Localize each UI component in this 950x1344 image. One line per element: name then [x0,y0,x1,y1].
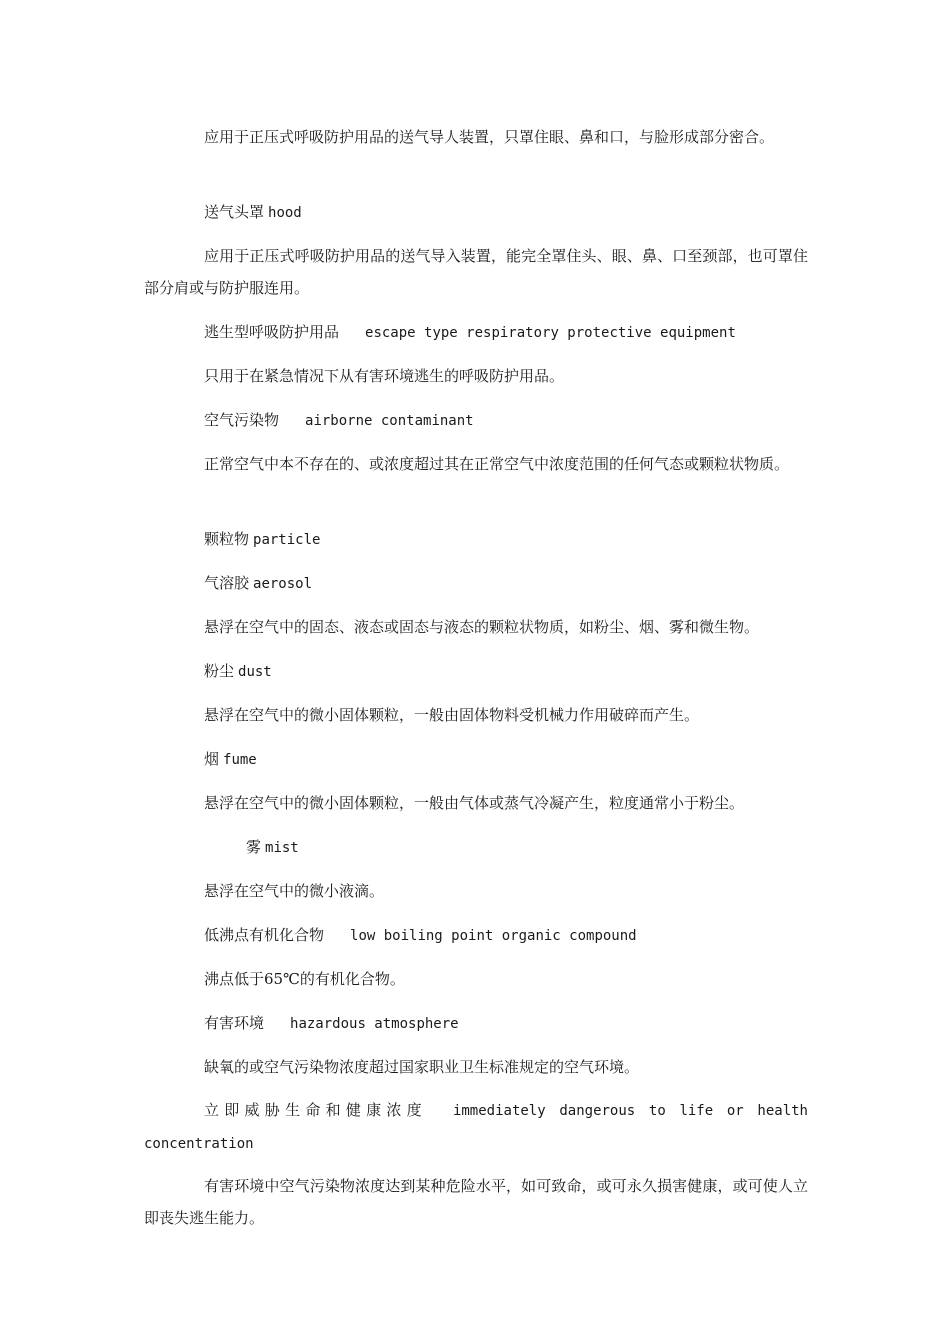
term-mist [144,831,808,864]
term-zh: 颗粒物 [204,530,250,548]
term-hood [144,196,808,229]
term-zh: 立即威胁生命和健康浓度 [204,1101,427,1119]
definition-text: 悬浮在空气中的微小固体颗粒，一般由气体或蒸气冷凝产生，粒度通常小于粉尘。 [204,794,745,812]
term-zh: 送气头罩 [204,203,265,221]
term-dust [144,655,808,688]
definition-text: 悬浮在空气中的微小液滴。 [204,882,385,900]
term-zh: 逃生型呼吸防护用品 [204,323,340,341]
term-en: hood [268,205,302,221]
term-idlh [144,1094,808,1160]
term-zh: 有害环境 [204,1014,265,1032]
paragraph-aerosol-def [144,611,808,643]
term-airborne [144,404,808,437]
term-zh: 烟 [204,750,220,768]
paragraph-low-boiling-def [144,963,808,995]
term-zh: 空气污染物 [204,411,280,429]
term-zh: 气溶胶 [204,574,250,592]
term-escape [144,316,808,349]
term-en: immediately dangerous to life or health concentration [144,1103,808,1152]
paragraph-fume-def [144,787,808,819]
paragraph-hazardous-def [144,1051,808,1083]
term-zh: 低沸点有机化合物 [204,926,325,944]
term-en: aerosol [253,576,313,592]
paragraph-hood-def [144,240,808,304]
definition-text: 只用于在紧急情况下从有害环境逃生的呼吸防护用品。 [204,367,565,385]
term-en: fume [223,752,257,768]
definition-text: 悬浮在空气中的微小固体颗粒，一般由固体物料受机械力作用破碎而产生。 [204,706,700,724]
paragraph-idlh-def [144,1170,808,1234]
term-en: low boiling point organic compound [350,928,637,944]
term-particle [144,523,808,556]
definition-text: 应用于正压式呼吸防护用品的送气导入装置，能完全罩住头、眼、鼻、口至颈部，也可罩住部分肩或与防护服连用。 [144,247,808,297]
definition-text: 应用于正压式呼吸防护用品的送气导人装置，只罩住眼、鼻和口，与脸形成部分密合。 [204,128,775,146]
paragraph-escape-def [144,360,808,392]
term-fume [144,743,808,776]
term-zh: 粉尘 [204,662,235,680]
paragraph-dust-def [144,699,808,731]
term-en: dust [238,664,272,680]
paragraph-full-facepiece-def [144,121,808,153]
term-low-boiling [144,919,808,952]
term-en: mist [265,840,299,856]
definition-text: 缺氧的或空气污染物浓度超过国家职业卫生标准规定的空气环境。 [204,1058,640,1076]
term-en: airborne contaminant [305,413,474,429]
term-en: particle [253,532,321,548]
definition-text: 有害环境中空气污染物浓度达到某种危险水平，如可致命，或可永久损害健康，或可使人立即丧失逃生能力。 [144,1177,808,1227]
definition-text: 正常空气中本不存在的、或浓度超过其在正常空气中浓度范围的任何气态或颗粒状物质。 [204,455,790,473]
paragraph-airborne-def [144,448,808,480]
term-aerosol [144,567,808,600]
term-en: hazardous atmosphere [290,1016,459,1032]
definition-text: 悬浮在空气中的固态、液态或固态与液态的颗粒状物质，如粉尘、烟、雾和微生物。 [204,618,760,636]
term-hazardous [144,1007,808,1040]
paragraph-mist-def [144,875,808,907]
term-zh: 雾 [246,838,262,856]
definition-text: 沸点低于65℃的有机化合物。 [204,970,405,988]
term-en: escape type respiratory protective equipment [365,325,736,341]
